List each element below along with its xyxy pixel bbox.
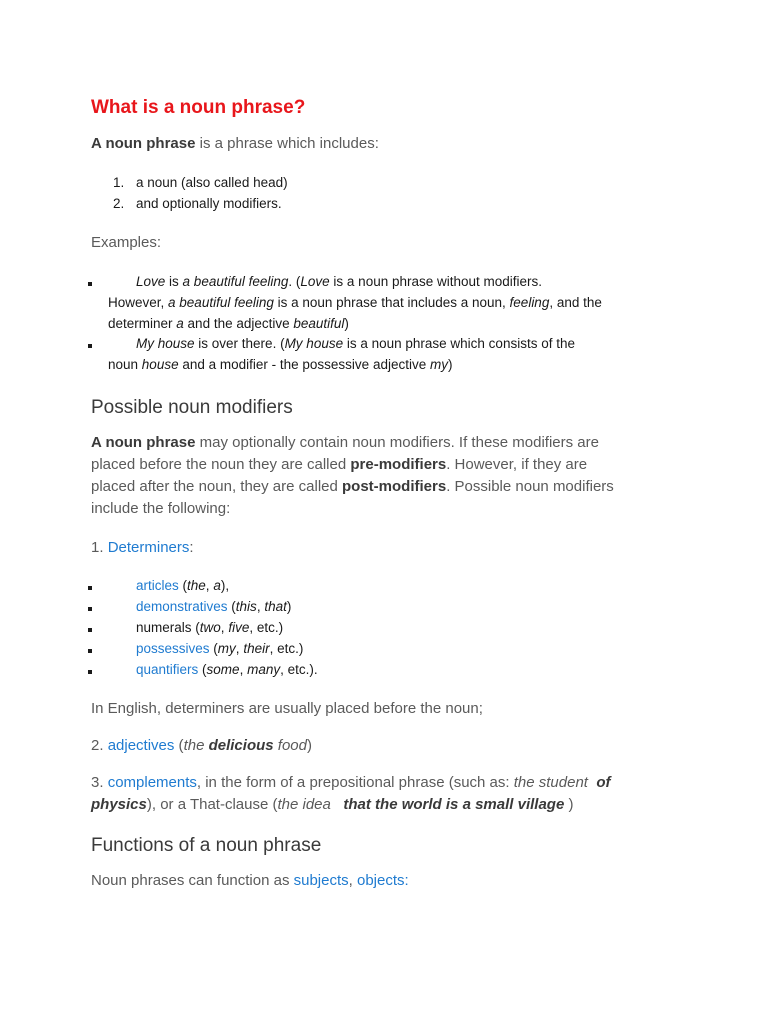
- articles-link[interactable]: articles: [136, 578, 179, 593]
- example-text: ): [344, 316, 349, 331]
- example-text: ): [447, 357, 453, 372]
- bullet-icon: [88, 282, 92, 286]
- det-example: my: [217, 641, 236, 656]
- intro-term: A noun phrase: [91, 135, 196, 152]
- item-number: 2.: [91, 737, 108, 754]
- example-text: is: [165, 274, 183, 289]
- example-text: is a noun phrase which consists of the: [343, 336, 575, 351]
- para-text: may optionally contain noun modifiers. If these modifiers are: [195, 434, 599, 451]
- example1-line3: [108, 316, 349, 331]
- para2-line1: [91, 434, 599, 451]
- comp-text: ): [564, 796, 574, 813]
- bullet-icon: [88, 649, 92, 653]
- example-text: , and the: [549, 295, 602, 310]
- comp-example: the student: [513, 774, 588, 791]
- det-text: , etc.: [269, 641, 299, 656]
- det-text: (: [191, 620, 200, 635]
- example-text: . (: [288, 274, 301, 289]
- complements-link[interactable]: complements: [107, 774, 197, 791]
- det-text: ): [298, 641, 304, 656]
- det-text: ): [286, 599, 292, 614]
- comp-text: ), or a That-clause (: [146, 796, 278, 813]
- examples-label: Examples:: [91, 234, 162, 251]
- determiners-heading: [91, 539, 194, 556]
- para2-line3: [91, 478, 614, 495]
- det-item-quantifiers: [136, 662, 318, 677]
- bullet-icon: [88, 670, 92, 674]
- det-text: , etc.: [249, 620, 279, 635]
- example-text: and a modifier - the possessive adjective: [178, 357, 430, 372]
- comp-example-bold: that the world is a small village: [343, 796, 565, 813]
- example-text: is over there. (: [194, 336, 285, 351]
- adjectives-link[interactable]: adjectives: [107, 737, 175, 754]
- det-text: ,: [239, 662, 248, 677]
- example-term: Love: [136, 274, 166, 289]
- example-text: and the adjective: [183, 316, 294, 331]
- example-term: a beautiful feeling: [182, 274, 289, 289]
- list-number: 1.: [113, 175, 125, 190]
- functions-paragraph: [91, 872, 409, 889]
- det-example: that: [264, 599, 287, 614]
- possessives-link[interactable]: possessives: [136, 641, 210, 656]
- det-text: ,: [235, 641, 244, 656]
- bullet-icon: [88, 628, 92, 632]
- det-text: ).: [309, 662, 318, 677]
- example-text: However,: [108, 295, 169, 310]
- colon: :: [189, 539, 194, 556]
- example-term: house: [141, 357, 179, 372]
- det-item-demonstratives: [136, 599, 291, 614]
- para-text: . However, if they are: [446, 456, 588, 473]
- det-item-possessives: [136, 641, 303, 656]
- det-text: ,: [256, 599, 265, 614]
- det-example: two: [199, 620, 221, 635]
- det-example: many: [247, 662, 281, 677]
- adj-example: food: [277, 737, 307, 754]
- adj-text: (: [174, 737, 184, 754]
- functions-colon: :: [404, 872, 409, 889]
- det-text: ),: [220, 578, 230, 593]
- para2-line2: [91, 456, 587, 473]
- item-number: 3.: [91, 774, 108, 791]
- adj-text: ): [307, 737, 312, 754]
- objects-link[interactable]: objects: [357, 872, 405, 889]
- example1-line1: [136, 274, 542, 289]
- para2-line4: include the following:: [91, 500, 231, 517]
- example2-line2: [108, 357, 452, 372]
- bullet-icon: [88, 586, 92, 590]
- example-term: beautiful: [293, 316, 345, 331]
- example-text: is a noun phrase without modifiers.: [329, 274, 543, 289]
- numbered-item-2: [113, 196, 124, 211]
- comp-example: the idea: [277, 796, 331, 813]
- det-text: ,: [205, 578, 214, 593]
- adj-example-bold: delicious: [208, 737, 274, 754]
- det-example: five: [228, 620, 250, 635]
- det-example: a: [213, 578, 221, 593]
- example-term: Love: [300, 274, 330, 289]
- bullet-icon: [88, 344, 92, 348]
- example-term: my: [429, 357, 448, 372]
- det-text: (: [227, 599, 236, 614]
- bold-term: pre-modifiers: [350, 456, 447, 473]
- intro-rest: is a phrase which includes:: [195, 135, 379, 152]
- det-item-articles: [136, 578, 229, 593]
- page-title: What is a noun phrase?: [91, 97, 306, 118]
- example-text: is a noun phrase that includes a noun,: [273, 295, 510, 310]
- comp-text: , in the form of a prepositional phrase (such as:: [196, 774, 514, 791]
- example-term: feeling: [509, 295, 550, 310]
- section-heading-functions: Functions of a noun phrase: [91, 835, 322, 856]
- comp-example-bold: physics: [91, 796, 147, 813]
- bold-term: post-modifiers: [342, 478, 447, 495]
- det-text: (: [178, 578, 188, 593]
- det-example: some: [206, 662, 240, 677]
- example-term: My house: [284, 336, 344, 351]
- determiners-note: In English, determiners are usually placed before the noun;: [91, 700, 483, 717]
- det-text: (: [198, 662, 207, 677]
- quantifiers-link[interactable]: quantifiers: [136, 662, 199, 677]
- para-text: placed after the noun, they are called: [91, 478, 343, 495]
- example1-line2: [108, 295, 602, 310]
- functions-text: Noun phrases can function as: [91, 872, 294, 889]
- determiners-link[interactable]: Determiners: [107, 539, 190, 556]
- det-example: this: [235, 599, 257, 614]
- complements-line1: [91, 774, 610, 791]
- section-heading-modifiers: Possible noun modifiers: [91, 397, 293, 418]
- example-text: noun: [108, 357, 142, 372]
- adj-example: the: [183, 737, 205, 754]
- example-term: a: [176, 316, 184, 331]
- example-term: My house: [136, 336, 195, 351]
- example2-line1: [136, 336, 575, 351]
- det-example: the: [187, 578, 206, 593]
- item-number: 1.: [91, 539, 108, 556]
- example-term: a beautiful feeling: [168, 295, 274, 310]
- bullet-icon: [88, 607, 92, 611]
- adjectives-line: [91, 737, 312, 754]
- det-text: ,: [220, 620, 229, 635]
- list-number: 2.: [113, 196, 125, 211]
- det-text: ): [278, 620, 284, 635]
- example-text: determiner: [108, 316, 177, 331]
- functions-sep: ,: [348, 872, 357, 889]
- comp-example-bold: of: [596, 774, 611, 791]
- numbered-item-2-text: and optionally modifiers.: [136, 196, 282, 211]
- para-text: placed before the noun they are called: [91, 456, 351, 473]
- demonstratives-link[interactable]: demonstratives: [136, 599, 228, 614]
- complements-line2: [91, 796, 573, 813]
- det-text: (: [209, 641, 218, 656]
- numbered-item-1-text: a noun (also called head): [136, 175, 288, 190]
- subjects-link[interactable]: subjects: [293, 872, 349, 889]
- intro-paragraph: [91, 135, 379, 152]
- det-example: their: [243, 641, 270, 656]
- det-text: , etc.: [280, 662, 310, 677]
- bold-term: A noun phrase: [91, 434, 196, 451]
- det-label: numerals: [136, 620, 192, 635]
- para-text: . Possible noun modifiers: [446, 478, 614, 495]
- numbered-item-1: [113, 175, 124, 190]
- det-item-numerals: [136, 620, 283, 635]
